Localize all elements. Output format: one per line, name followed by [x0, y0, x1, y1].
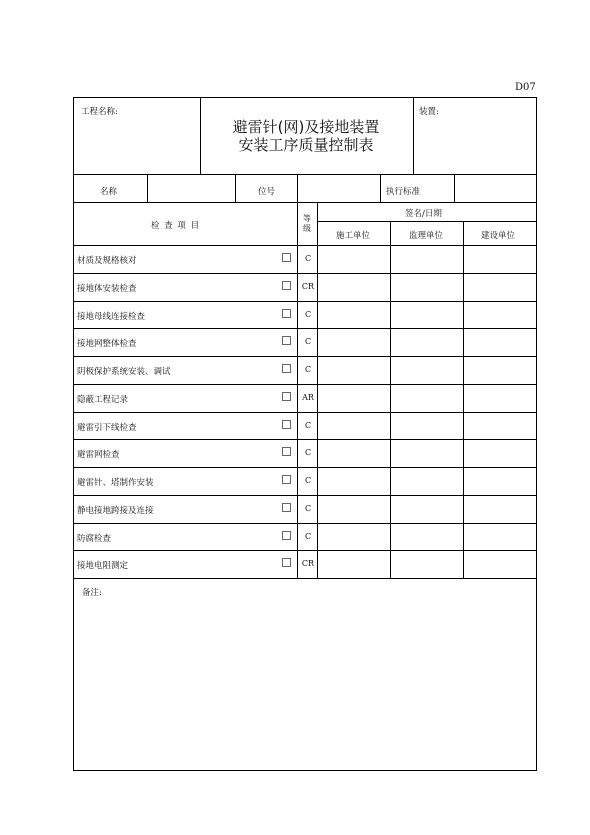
- standard-label: 执行标准: [386, 187, 421, 197]
- item-label: 接地网整体检查: [77, 339, 137, 350]
- grade-column-header: [301, 214, 313, 234]
- supervision-sign-cell[interactable]: [391, 496, 463, 522]
- construction-sign-cell[interactable]: [318, 302, 390, 328]
- supervision-sign-cell[interactable]: [391, 385, 463, 411]
- construction-sign-cell[interactable]: [318, 440, 390, 466]
- item-grade: CR: [301, 281, 315, 291]
- construction-header: 施工单位: [336, 231, 371, 241]
- supervision-sign-cell[interactable]: [391, 357, 463, 383]
- supervision-sign-cell[interactable]: [391, 274, 463, 300]
- table-row: [74, 301, 536, 329]
- item-label: 接地体安装检查: [77, 283, 137, 294]
- item-label: 材质及规格核对: [77, 256, 137, 266]
- table-row: [74, 384, 536, 412]
- supervision-header: 监理单位: [409, 231, 444, 241]
- construction-sign-cell[interactable]: [318, 274, 390, 300]
- construction-sign-cell[interactable]: [318, 357, 390, 383]
- item-checkbox[interactable]: [282, 364, 291, 373]
- supervision-sign-cell[interactable]: [391, 413, 463, 439]
- item-grade: C: [304, 531, 312, 541]
- owner-sign-cell[interactable]: [464, 385, 536, 411]
- item-grade: C: [304, 309, 312, 319]
- item-label: 阴极保护系统安装、调试: [77, 367, 171, 377]
- item-checkbox[interactable]: [282, 420, 291, 429]
- form-title-line2: 安装工序质量控制表: [238, 136, 374, 154]
- item-checkbox[interactable]: [282, 531, 291, 540]
- signature-header: 签名/日期: [405, 209, 442, 219]
- position-field[interactable]: [298, 175, 380, 202]
- item-checkbox[interactable]: [282, 253, 291, 262]
- owner-sign-cell[interactable]: [464, 246, 536, 272]
- project-name-label: 工程名称:: [81, 107, 118, 117]
- owner-sign-cell[interactable]: [464, 496, 536, 522]
- supervision-sign-cell[interactable]: [391, 468, 463, 494]
- item-label: 避雷引下线检查: [77, 422, 137, 433]
- item-checkbox[interactable]: [282, 336, 291, 345]
- table-row: [74, 412, 536, 440]
- device-label: 装置:: [419, 107, 439, 117]
- construction-sign-cell[interactable]: [318, 551, 390, 577]
- item-label: 防腐检查: [77, 533, 112, 544]
- table-row: [74, 356, 536, 384]
- owner-header: 建设单位: [481, 231, 516, 241]
- item-checkbox[interactable]: [282, 309, 291, 318]
- name-label: 名称: [100, 187, 118, 197]
- item-grade: CR: [301, 559, 315, 569]
- item-label: 避雷针、塔制作安装: [77, 478, 154, 488]
- item-checkbox[interactable]: [282, 503, 291, 512]
- table-row: [74, 328, 536, 356]
- info-divider: [235, 174, 236, 202]
- construction-sign-cell[interactable]: [318, 496, 390, 522]
- remarks-field[interactable]: [75, 598, 535, 770]
- item-label: 接地电阻测定: [77, 561, 129, 572]
- item-grade: C: [304, 254, 312, 263]
- items-column-header: 检 查 项 目: [151, 221, 201, 231]
- owner-sign-cell[interactable]: [464, 413, 536, 439]
- construction-sign-cell[interactable]: [318, 413, 390, 439]
- signature-divider: [317, 221, 536, 222]
- item-grade: C: [304, 420, 312, 430]
- owner-sign-cell[interactable]: [464, 524, 536, 550]
- position-label: 位号: [258, 187, 276, 197]
- supervision-sign-cell[interactable]: [391, 440, 463, 466]
- construction-sign-cell[interactable]: [318, 329, 390, 355]
- item-checkbox[interactable]: [282, 447, 291, 456]
- title-divider-right: [413, 98, 414, 174]
- supervision-sign-cell[interactable]: [391, 329, 463, 355]
- supervision-sign-cell[interactable]: [391, 246, 463, 272]
- item-label: 接地母线连接检查: [77, 311, 146, 322]
- grade-char: 等: [303, 214, 311, 223]
- table-row: [74, 550, 536, 578]
- quality-control-form: [73, 97, 537, 771]
- item-checkbox[interactable]: [282, 558, 291, 567]
- item-label: 静电接地跨接及连接: [77, 505, 154, 516]
- owner-sign-cell[interactable]: [464, 357, 536, 383]
- item-checkbox[interactable]: [282, 475, 291, 484]
- item-grade: AR: [302, 392, 314, 402]
- owner-sign-cell[interactable]: [464, 329, 536, 355]
- row-line: [74, 578, 536, 579]
- item-grade: C: [304, 503, 312, 513]
- table-row: [74, 467, 536, 495]
- table-row: [74, 523, 536, 551]
- title-divider-left: [200, 98, 201, 174]
- grade-char: 级: [303, 224, 311, 233]
- table-row: [74, 439, 536, 467]
- standard-field[interactable]: [455, 175, 536, 202]
- item-checkbox[interactable]: [282, 281, 291, 290]
- item-label: 隐蔽工程记录: [77, 394, 129, 405]
- owner-sign-cell[interactable]: [464, 302, 536, 328]
- item-grade: C: [304, 337, 312, 347]
- item-grade: C: [304, 476, 312, 485]
- supervision-sign-cell[interactable]: [391, 524, 463, 550]
- supervision-sign-cell[interactable]: [391, 551, 463, 577]
- remarks-label: 备注:: [82, 588, 102, 598]
- info-bottom-line: [74, 202, 536, 203]
- owner-sign-cell[interactable]: [464, 440, 536, 466]
- construction-sign-cell[interactable]: [318, 385, 390, 411]
- item-label: 避雷网检查: [77, 450, 120, 461]
- owner-sign-cell[interactable]: [464, 468, 536, 494]
- construction-sign-cell[interactable]: [318, 524, 390, 550]
- table-row: [74, 495, 536, 523]
- name-field[interactable]: [148, 175, 235, 202]
- table-row: [74, 245, 536, 273]
- form-code: D07: [515, 82, 536, 93]
- owner-sign-cell[interactable]: [464, 551, 536, 577]
- construction-sign-cell[interactable]: [318, 246, 390, 272]
- form-title-line1: 避雷针(网)及接地装置: [232, 118, 380, 136]
- item-grade: C: [304, 365, 312, 374]
- item-checkbox[interactable]: [282, 392, 291, 401]
- form-title: [202, 118, 410, 154]
- construction-sign-cell[interactable]: [318, 468, 390, 494]
- item-grade: C: [304, 448, 312, 458]
- table-row: [74, 273, 536, 301]
- supervision-sign-cell[interactable]: [391, 302, 463, 328]
- info-divider: [380, 174, 381, 202]
- owner-sign-cell[interactable]: [464, 274, 536, 300]
